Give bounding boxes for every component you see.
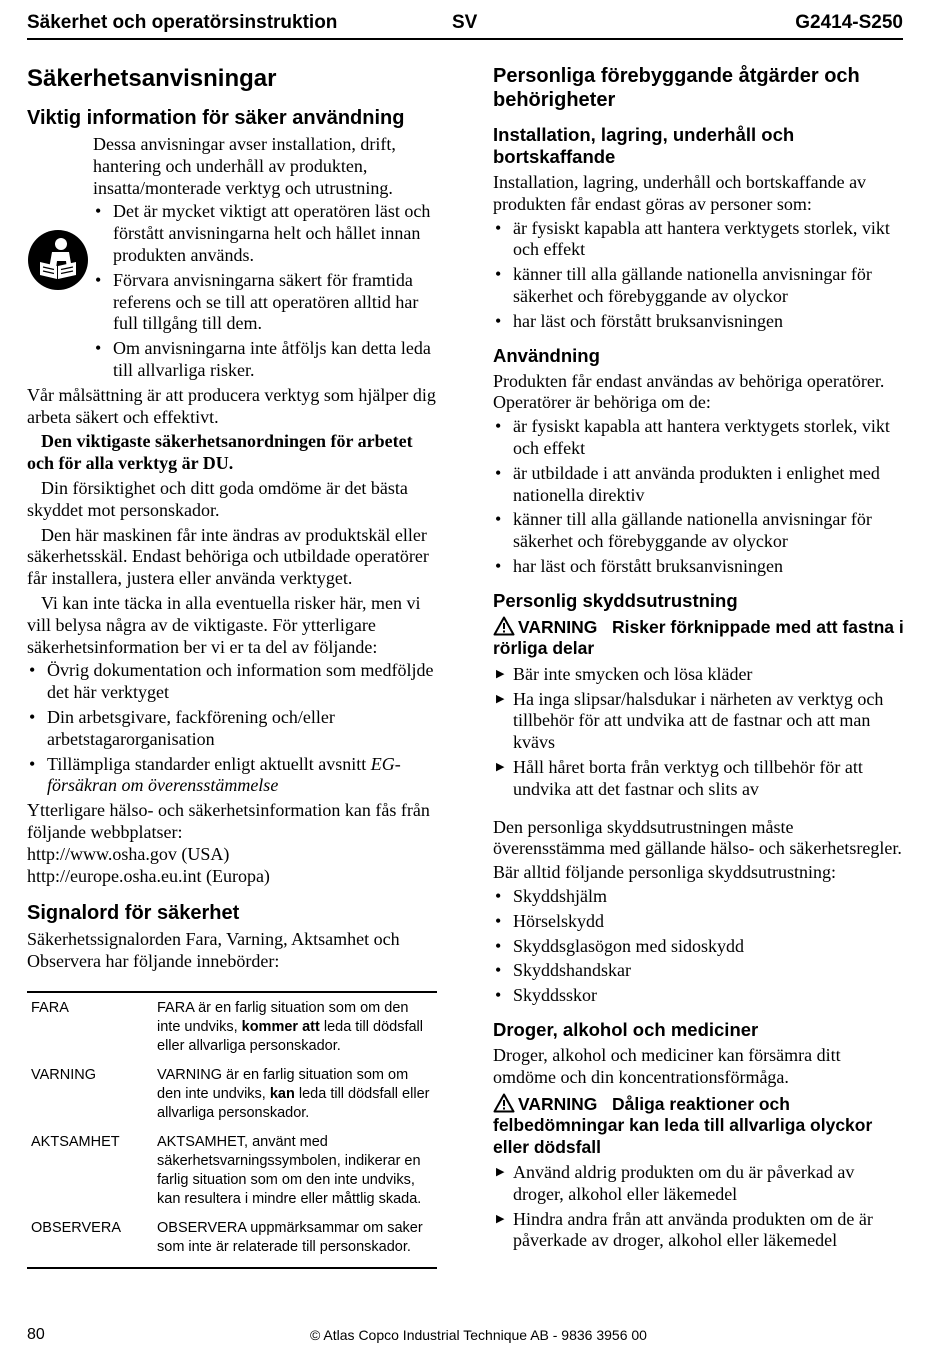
warning-text: Risker förknippade med att fastna i rörliga delar bbox=[493, 616, 904, 659]
header-section-title: Säkerhet och operatörsinstruktion bbox=[27, 12, 338, 33]
list-item: • har läst och förstått bruksanvisningen bbox=[493, 556, 905, 578]
list-item: • Skyddshandskar bbox=[493, 960, 905, 982]
care-paragraph: Din försiktighet och ditt goda omdöme är det bästa skyddet mot personskador. bbox=[27, 477, 408, 520]
list-item: • Skyddshjälm bbox=[493, 886, 905, 908]
list-item bbox=[27, 754, 437, 798]
signal-intro: Säkerhetssignalorden Fara, Varning, Aktsamhet och Observera har följande innebörder: bbox=[27, 929, 400, 972]
warning-text: Dåliga reaktioner och felbedömningar kan leda till allvarliga olyckor eller dödsfall bbox=[493, 1093, 873, 1157]
table-row bbox=[27, 992, 437, 1060]
no-modify-paragraph: Den här maskinen får inte ändras av produktskäl eller säkerhetsskäl. Endast behöriga och utbildade operatörer får installera, justera eller använda verktyget. bbox=[27, 524, 429, 589]
ec-declaration-reference: EG-försäkran om överensstämmelse bbox=[47, 753, 401, 796]
signal-words-table bbox=[27, 991, 437, 1269]
subheading-usage: Användning bbox=[493, 344, 600, 366]
usage-list bbox=[493, 416, 905, 578]
list-item: • Det är mycket viktigt att operatören läst och förstått anvisningarna helt och hållet innan produkten används. bbox=[93, 201, 437, 266]
subheading-drugs: Droger, alkohol och mediciner bbox=[493, 1018, 759, 1040]
intro-block bbox=[27, 134, 437, 385]
drugs-paragraph: Droger, alkohol och mediciner kan försämra ditt omdöme och din koncentrationsförmåga. bbox=[493, 1044, 841, 1087]
signal-definition: AKTSAMHET, använt med säkerhetsvarningssymbolen, indikerar en farlig situation som om den inte undviks, kan resultera i mindre eller måttlig skada. bbox=[157, 1133, 422, 1207]
subheading-installation: Installation, lagring, underhåll och bortskaffande bbox=[493, 124, 795, 167]
more-info-list bbox=[27, 660, 437, 797]
list-item: • har läst och förstått bruksanvisningen bbox=[493, 311, 905, 333]
goal-paragraph: Vår målsättning är att producera verktyg som hjälper dig arbeta säkert och effektivt. bbox=[27, 384, 436, 427]
warning-entanglement bbox=[493, 616, 905, 660]
signal-definition: OBSERVERA uppmärksammar om saker som inte är relaterade till personskador. bbox=[157, 1219, 423, 1255]
list-item: • Förvara anvisningarna säkert för framtida referens och se till att operatören alltid har full tillgång till dem. bbox=[93, 270, 437, 335]
impairment-list bbox=[493, 1162, 905, 1252]
warning-triangle-icon bbox=[493, 1093, 515, 1113]
signal-definition: FARA är en farlig situation som om den inte undviks, kommer att leda till dödsfall eller allvarliga personskador. bbox=[157, 999, 423, 1054]
warning-label: VARNING bbox=[518, 1093, 598, 1114]
copyright: © Atlas Copco Industrial Technique AB - 9836 3956 00 bbox=[310, 1327, 647, 1343]
list-item: ▶ Håll håret borta från verktyg och tillbehör för att undvika att det fastnar och slits av bbox=[493, 757, 905, 801]
table-row bbox=[27, 1213, 437, 1268]
intro-bullet-list bbox=[93, 201, 437, 381]
list-item: • Skyddsskor bbox=[493, 985, 905, 1007]
list-item: • känner till alla gällande nationella anvisningar för säkerhet och förebyggande av olyckor bbox=[493, 264, 905, 308]
signal-word: FARA bbox=[31, 999, 69, 1016]
list-item: • Hörselskydd bbox=[493, 911, 905, 933]
section-heading-precautions: Personliga förebyggande åtgärder och behörigheter bbox=[493, 65, 860, 111]
cover-paragraph: Vi kan inte täcka in alla eventuella risker här, men vi vill belysa några av de viktigaste. För ytterligare säkerhetsinformation ber vi er ta del av följande: bbox=[27, 592, 421, 657]
header-language: SV bbox=[452, 12, 478, 33]
list-item: ▶ Ha inga slipsar/halsdukar i närheten av verktyg och tillbehör för att undvika att de fastnar och att man kvävs bbox=[493, 689, 905, 754]
list-item: • Övrig dokumentation och information som medföljde det här verktyget bbox=[27, 660, 437, 704]
ppe-list bbox=[493, 886, 905, 1007]
install-intro: Installation, lagring, underhåll och bortskaffande av produkten får endast göras av personer som: bbox=[493, 172, 867, 214]
list-item: ▶ Hindra andra från att använda produkten om de är påverkade av droger, alkohol eller läkemedel bbox=[493, 1209, 905, 1253]
signal-word: AKTSAMHET bbox=[31, 1133, 120, 1150]
list-item: • Skyddsglasögon med sidoskydd bbox=[493, 936, 905, 958]
subheading-ppe: Personlig skyddsutrustning bbox=[493, 589, 738, 611]
list-item: • Om anvisningarna inte åtföljs kan detta leda till allvarliga risker. bbox=[93, 338, 437, 382]
entanglement-list bbox=[493, 664, 905, 801]
intro-paragraph: Dessa anvisningar avser installation, drift, hantering och underhåll av produkten, insatta/monterade verktyg och utrustning. bbox=[93, 134, 396, 198]
header-model: G2414-S250 bbox=[795, 12, 903, 33]
warning-label: VARNING bbox=[518, 616, 598, 637]
list-item: ▶ Använd aldrig produkten om du är påverkad av droger, alkohol eller läkemedel bbox=[493, 1162, 905, 1206]
signal-word: OBSERVERA bbox=[31, 1219, 121, 1236]
page-number: 80 bbox=[27, 1326, 45, 1343]
list-item: • är fysiskt kapabla att hantera verktygets storlek, vikt och effekt bbox=[493, 218, 905, 262]
page-header bbox=[27, 10, 903, 40]
list-item: • Din arbetsgivare, fackförening och/eller arbetstagarorganisation bbox=[27, 707, 437, 751]
signal-definition: VARNING är en farlig situation som om den inte undviks, kan leda till dödsfall eller allvarliga personskador. bbox=[157, 1066, 430, 1121]
web-link-osha-eu: http://europe.osha.eu.int (Europa) bbox=[27, 865, 270, 886]
ppe-always-wear: Bär alltid följande personliga skyddsutrustning: bbox=[493, 862, 836, 883]
right-column bbox=[493, 64, 905, 1255]
list-item: ▶ Bär inte smycken och lösa kläder bbox=[493, 664, 905, 686]
warning-impairment bbox=[493, 1093, 905, 1159]
table-row bbox=[27, 1127, 437, 1213]
list-item: • känner till alla gällande nationella anvisningar för säkerhet och förebyggande av olyckor bbox=[493, 509, 905, 553]
ppe-paragraph: Den personliga skyddsutrustningen måste överensstämma med gällande hälso- och säkerhetsregler. bbox=[493, 816, 902, 859]
page-title: Säkerhetsanvisningar bbox=[27, 65, 277, 92]
read-manual-icon bbox=[27, 229, 89, 291]
left-column bbox=[27, 64, 437, 1269]
standards-text: Tillämpliga standarder enligt aktuellt avsnitt bbox=[47, 753, 371, 774]
table-row bbox=[27, 1060, 437, 1127]
list-item: • är fysiskt kapabla att hantera verktygets storlek, vikt och effekt bbox=[493, 416, 905, 460]
section-heading-signal-words: Signalord för säkerhet bbox=[27, 902, 240, 925]
install-list bbox=[493, 218, 905, 333]
usage-intro: Produkten får endast användas av behöriga operatörer. Operatörer är behöriga om de: bbox=[493, 370, 885, 413]
signal-word: VARNING bbox=[31, 1066, 96, 1083]
section-heading-important-info: Viktig information för säker användning bbox=[27, 107, 405, 129]
web-link-osha-usa: http://www.osha.gov (USA) bbox=[27, 843, 230, 864]
bold-statement: Den viktigaste säkerhetsanordningen för arbetet och för alla verktyg är DU. bbox=[27, 431, 413, 474]
list-item: • är utbildade i att använda produkten i enlighet med nationella direktiv bbox=[493, 463, 905, 507]
web-intro: Ytterligare hälso- och säkerhetsinformation kan fås från följande webbplatser: bbox=[27, 800, 430, 842]
warning-triangle-icon bbox=[493, 616, 515, 636]
